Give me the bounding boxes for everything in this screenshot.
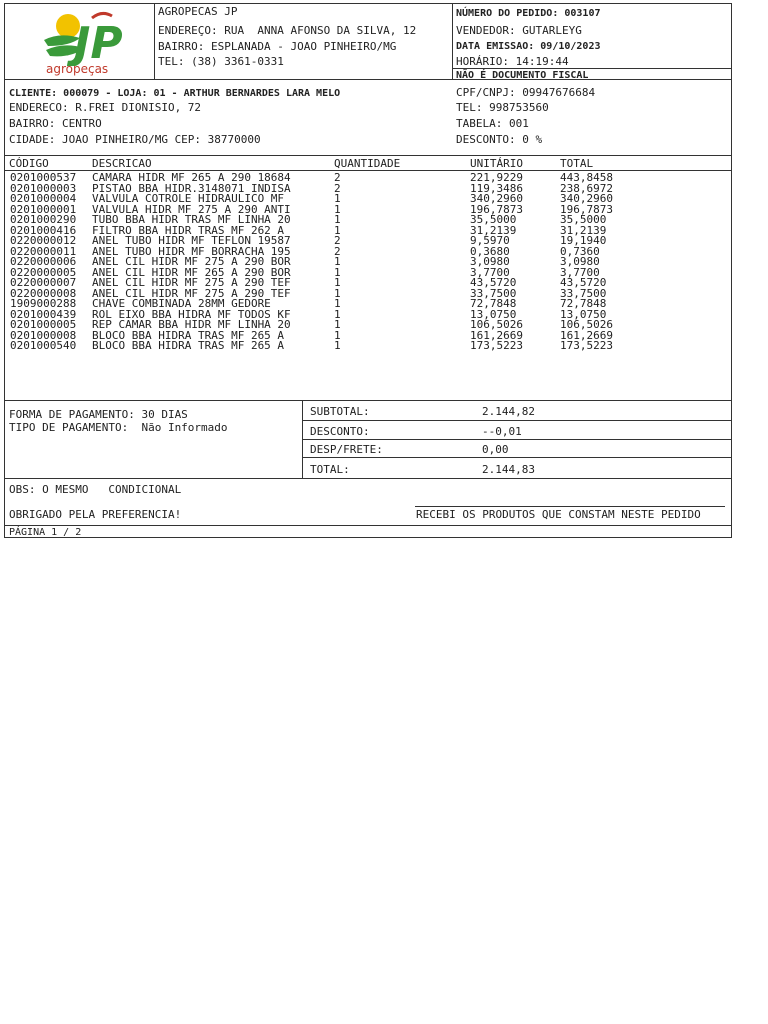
- item-total: 33,7500: [560, 286, 607, 300]
- item-qty: 2: [334, 234, 341, 247]
- client-phone: TEL: 998753560: [456, 101, 549, 114]
- item-code: 1909000288: [10, 297, 77, 310]
- item-code: 0201000003: [10, 181, 77, 195]
- item-desc: CHAVE COMBINADA 28MM GEDORE: [92, 297, 271, 310]
- freight-value: 0,00: [482, 443, 509, 456]
- item-qty: 1: [334, 297, 341, 310]
- item-unit: 196,7873: [470, 202, 523, 216]
- thanks-text: OBRIGADO PELA PREFERENCIA!: [9, 508, 182, 521]
- item-code: 0201000005: [10, 318, 77, 331]
- item-qty: 2: [334, 171, 341, 184]
- item-code: 0220000011: [10, 244, 77, 258]
- total-value: 2.144,83: [482, 463, 535, 476]
- item-qty: 2: [334, 244, 341, 258]
- item-desc: VALVULA COTROLE HIDRAULICO MF: [92, 192, 285, 205]
- item-total: 173,5223: [560, 339, 613, 352]
- item-code: 0201000001: [10, 202, 77, 216]
- item-qty: 2: [334, 181, 341, 195]
- header-quantity: QUANTIDADE: [334, 157, 401, 170]
- item-code: 0201000416: [10, 223, 77, 237]
- item-code: 0220000007: [10, 276, 77, 289]
- client-line: CLIENTE: 000079 - LOJA: 01 - ARTHUR BERNARDES LARA MELO: [9, 88, 341, 99]
- item-code: 0201000540: [10, 339, 77, 352]
- item-qty: 1: [334, 286, 341, 300]
- client-bottom-line: [4, 155, 732, 156]
- item-desc: CAMARA HIDR MF 265 A 290 18684: [92, 171, 291, 184]
- header-unit: UNITÁRIO: [470, 157, 523, 170]
- item-code: 0201000290: [10, 213, 77, 226]
- item-unit: 340,2960: [470, 192, 523, 205]
- receipt-text: RECEBI OS PRODUTOS QUE CONSTAM NESTE PEDIDO: [416, 508, 701, 521]
- item-total: 19,1940: [560, 234, 607, 247]
- client-table: TABELA: 001: [456, 117, 529, 130]
- item-desc: ANEL TUBO HIDR MF TEFLON 19587: [92, 234, 291, 247]
- item-qty: 1: [334, 255, 341, 268]
- obs-text: OBS: O MESMO CONDICIONAL: [9, 483, 182, 496]
- item-code: 0220000006: [10, 255, 77, 268]
- item-qty: 1: [334, 202, 341, 216]
- item-code: 0201000004: [10, 192, 77, 205]
- item-desc: VALVULA HIDR MF 275 A 290 ANTI: [92, 202, 291, 216]
- client-cpf: CPF/CNPJ: 09947676684: [456, 86, 596, 99]
- payment-type: TIPO DE PAGAMENTO: Não Informado: [9, 421, 228, 434]
- logo-divider: [154, 3, 155, 79]
- item-code: 0220000012: [10, 234, 77, 247]
- header-description: DESCRICAO: [92, 157, 152, 170]
- item-total: 35,5000: [560, 213, 607, 226]
- item-total: 13,0750: [560, 307, 607, 321]
- totals-line-2: [302, 439, 732, 440]
- item-code: 0201000008: [10, 328, 77, 342]
- item-unit: 43,5720: [470, 276, 517, 289]
- item-unit: 72,7848: [470, 297, 517, 310]
- item-unit: 13,0750: [470, 307, 517, 321]
- item-desc: FILTRO BBA HIDR TRAS MF 262 A: [92, 223, 285, 237]
- svg-text:JP: JP: [74, 18, 123, 66]
- item-qty: 1: [334, 328, 341, 342]
- item-unit: 3,0980: [470, 255, 510, 268]
- item-total: 161,2669: [560, 328, 613, 342]
- item-unit: 31,2139: [470, 223, 517, 237]
- item-total: 31,2139: [560, 223, 607, 237]
- item-total: 106,5026: [560, 318, 613, 331]
- item-qty: 1: [334, 318, 341, 331]
- item-qty: 1: [334, 307, 341, 321]
- item-unit: 0,3680: [470, 244, 510, 258]
- company-address: ENDEREÇO: RUA ANNA AFONSO DA SILVA, 12: [158, 24, 417, 37]
- item-qty: 1: [334, 265, 341, 279]
- subtotal-value: 2.144,82: [482, 405, 535, 418]
- item-total: 443,8458: [560, 171, 613, 184]
- payment-form: FORMA DE PAGAMENTO: 30 DIAS: [9, 408, 188, 421]
- header-total: TOTAL: [560, 157, 594, 170]
- item-desc: BLOCO BBA HIDRA TRAS MF 265 A: [92, 328, 285, 342]
- item-code: 0201000439: [10, 307, 77, 321]
- company-phone: TEL: (38) 3361-0331: [158, 55, 284, 68]
- order-number: NÚMERO DO PEDIDO: 003107: [456, 8, 601, 19]
- item-desc: ROL EIXO BBA HIDRA MF TODOS KF: [92, 307, 291, 321]
- order-notice: NÃO É DOCUMENTO FISCAL: [456, 70, 589, 81]
- page-number: PÁGINA 1 / 2: [9, 527, 82, 538]
- item-code: 0201000537: [10, 171, 77, 184]
- item-desc: PISTAO BBA HIDR.3148071 INDISA: [92, 181, 291, 195]
- totals-line-1: [302, 420, 732, 421]
- client-discount: DESCONTO: 0 %: [456, 133, 543, 146]
- item-qty: 1: [334, 192, 341, 205]
- header-code: CÓDIGO: [9, 157, 49, 170]
- item-total: 0,7360: [560, 244, 600, 258]
- item-desc: ANEL CIL HIDR MF 275 A 290 BOR: [92, 255, 291, 268]
- subtotal-label: SUBTOTAL:: [310, 405, 370, 418]
- order-time: HORÁRIO: 14:19:44: [456, 55, 569, 68]
- item-qty: 1: [334, 223, 341, 237]
- client-district: BAIRRO: CENTRO: [9, 117, 102, 130]
- item-qty: 1: [334, 276, 341, 289]
- item-qty: 1: [334, 339, 341, 352]
- item-desc: ANEL CIL HIDR MF 275 A 290 TEF: [92, 286, 291, 300]
- item-unit: 9,5970: [470, 234, 510, 247]
- order-seller: VENDEDOR: GUTARLEYG: [456, 24, 582, 37]
- company-district: BAIRRO: ESPLANADA - JOAO PINHEIRO/MG: [158, 40, 397, 53]
- client-city: CIDADE: JOAO PINHEIRO/MG CEP: 38770000: [9, 133, 261, 146]
- item-total: 3,0980: [560, 255, 600, 268]
- item-desc: ANEL CIL HIDR MF 275 A 290 TEF: [92, 276, 291, 289]
- item-total: 340,2960: [560, 192, 613, 205]
- signature-line: [415, 506, 725, 507]
- item-unit: 221,9229: [470, 171, 523, 184]
- item-qty: 1: [334, 213, 341, 226]
- company-logo: [40, 8, 140, 76]
- item-desc: ANEL CIL HIDR MF 265 A 290 BOR: [92, 265, 291, 279]
- item-unit: 161,2669: [470, 328, 523, 342]
- logo-mark-icon: [40, 8, 140, 66]
- item-total: 72,7848: [560, 297, 607, 310]
- item-total: 238,6972: [560, 181, 613, 195]
- order-date: DATA EMISSAO: 09/10/2023: [456, 41, 601, 52]
- item-total: 43,5720: [560, 276, 607, 289]
- item-total: 196,7873: [560, 202, 613, 216]
- item-unit: 173,5223: [470, 339, 523, 352]
- header-bottom-line: [4, 79, 732, 80]
- totals-bottom-line: [4, 478, 732, 479]
- item-code: 0220000005: [10, 265, 77, 279]
- items-bottom-line: [4, 400, 732, 401]
- page-line: [4, 525, 732, 526]
- total-label: TOTAL:: [310, 463, 350, 476]
- item-unit: 3,7700: [470, 265, 510, 279]
- company-name: AGROPECAS JP: [158, 5, 238, 18]
- item-desc: ANEL TUBO HIDR MF BORRACHA 195: [92, 244, 291, 258]
- item-code: 0220000008: [10, 286, 77, 300]
- totals-line-3: [302, 457, 732, 458]
- item-total: 3,7700: [560, 265, 600, 279]
- discount-value: --0,01: [482, 425, 522, 438]
- item-unit: 106,5026: [470, 318, 523, 331]
- item-unit: 35,5000: [470, 213, 517, 226]
- item-desc: REP CAMAR BBA HIDR MF LINHA 20: [92, 318, 291, 331]
- item-unit: 119,3486: [470, 181, 523, 195]
- item-unit: 33,7500: [470, 286, 517, 300]
- discount-label: DESCONTO:: [310, 425, 370, 438]
- client-address: ENDERECO: R.FREI DIONISIO, 72: [9, 101, 202, 114]
- item-desc: TUBO BBA HIDR TRAS MF LINHA 20: [92, 213, 291, 226]
- logo-text: agropeças: [46, 62, 109, 76]
- freight-label: DESP/FRETE:: [310, 443, 383, 456]
- item-desc: BLOCO BBA HIDRA TRAS MF 265 A: [92, 339, 285, 352]
